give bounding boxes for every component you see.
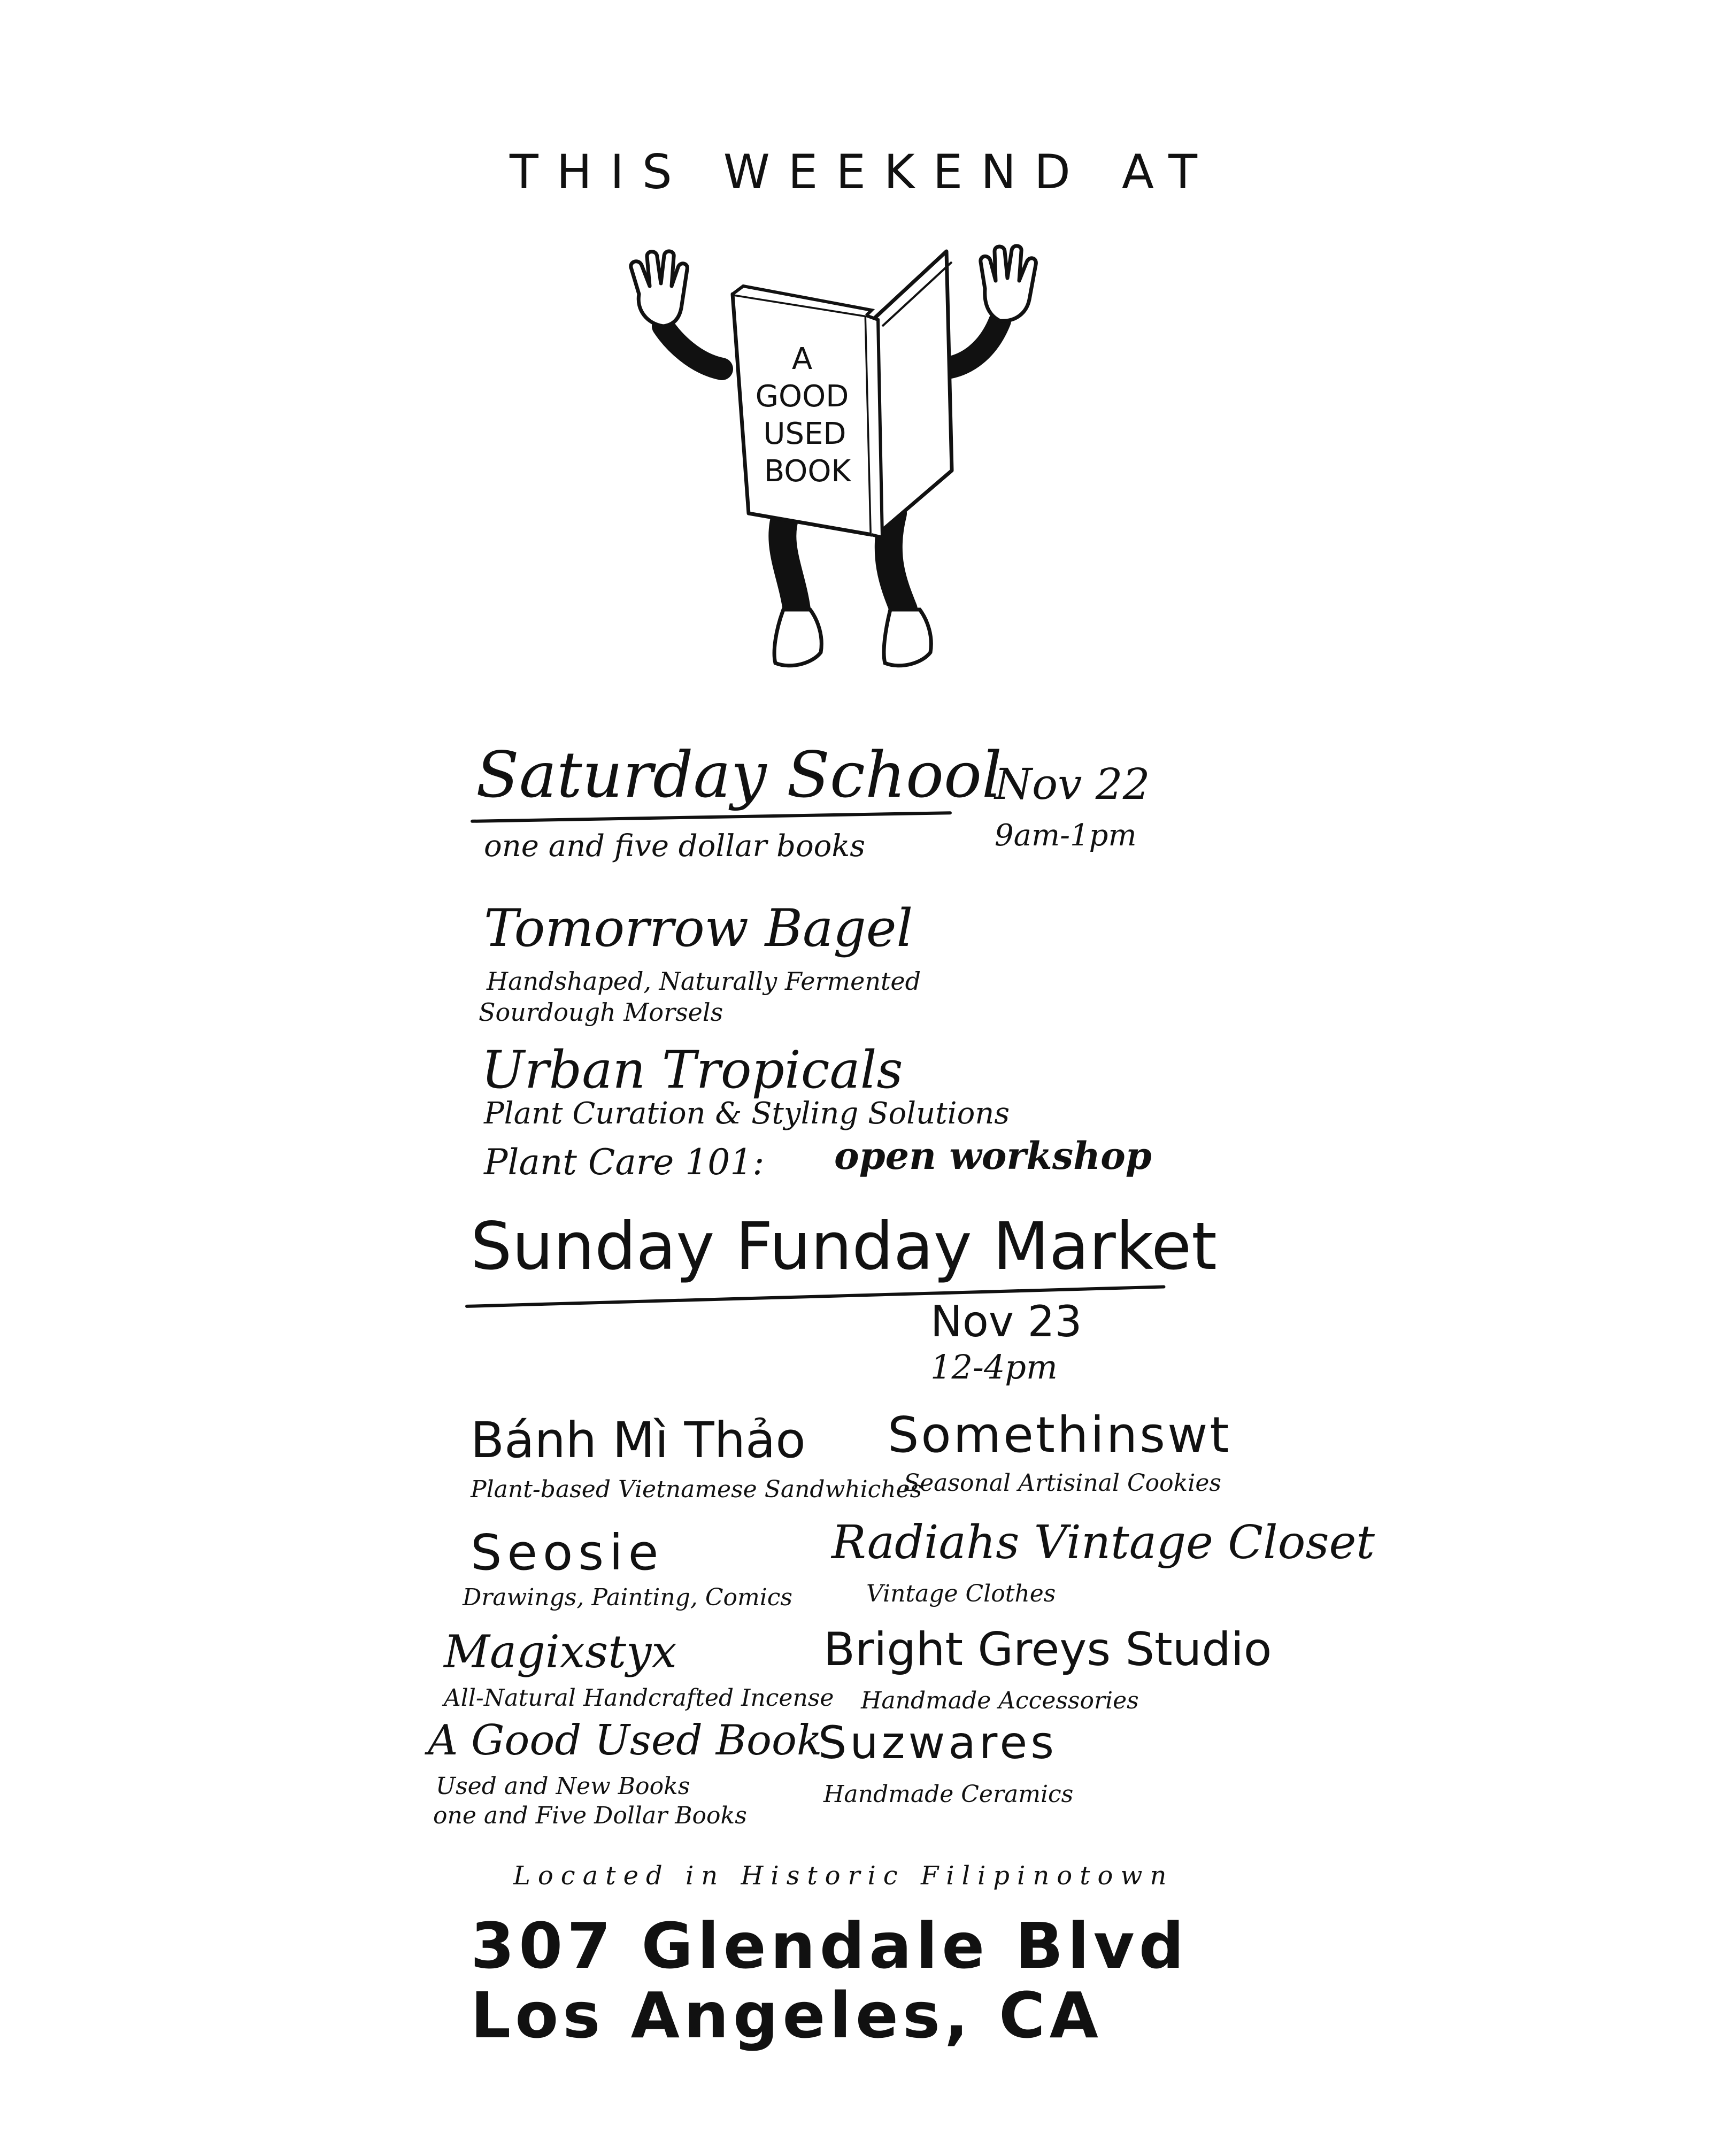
saturday-date: Nov 22 [995, 759, 1150, 809]
vendor-desc-tomorrow-bagel: Handshaped, Naturally Fermented [487, 967, 921, 996]
mascot-cover-line2: GOOD [755, 379, 849, 414]
mascot-cover-line1: A [791, 342, 813, 376]
vendor-name-bright-greys-studio: Bright Greys Studio [823, 1623, 1272, 1676]
saturday-time: 9am-1pm [995, 818, 1137, 853]
vendor-name-seosie: Seosie [471, 1524, 664, 1581]
mascot-cover-line4: BOOK [764, 454, 851, 489]
header-title: THIS WEEKEND AT [510, 144, 1215, 199]
vendor-name-radiahs-vintage-closet: Radiahs Vintage Closet [831, 1516, 1375, 1569]
saturday-subtitle: one and five dollar books [484, 829, 866, 864]
address-line2: Los Angeles, CA [471, 1978, 1103, 2052]
vendor-name-magixstyx: Magixstyx [444, 1626, 677, 1678]
vendor-name-somethinswt: Somethinswt [888, 1406, 1231, 1464]
vendor-desc2-a-good-used-book: one and Five Dollar Books [433, 1802, 747, 1829]
vendor-name-tomorrow-bagel: Tomorrow Bagel [484, 898, 913, 958]
vendor-desc-suzwares: Handmade Ceramics [823, 1781, 1074, 1808]
vendor-desc2-tomorrow-bagel: Sourdough Morsels [479, 998, 723, 1027]
vendor-desc-urban-tropicals: Plant Curation & Styling Solutions [484, 1096, 1010, 1131]
vendor-name-urban-tropicals: Urban Tropicals [481, 1040, 903, 1100]
mascot-cover-line3: USED [763, 417, 846, 451]
sunday-time: 12-4pm [930, 1348, 1058, 1387]
vendor-desc-banh-mi-thao: Plant-based Vietnamese Sandwhiches [471, 1476, 922, 1503]
vendor-desc-bright-greys-studio: Handmade Accessories [861, 1687, 1139, 1714]
vendor-desc-magixstyx: All-Natural Handcrafted Incense [444, 1684, 834, 1712]
saturday-underline [471, 811, 952, 823]
sunday-event-title: Sunday Funday Market [471, 1208, 1217, 1284]
vendor-desc-somethinswt: Seasonal Artisinal Cookies [904, 1469, 1221, 1497]
vendor-desc-seosie: Drawings, Painting, Comics [463, 1584, 793, 1611]
vendor-name-banh-mi-thao: Bánh Mì Thảo [471, 1412, 806, 1469]
vendor-name-a-good-used-book: A Good Used Book [428, 1716, 822, 1765]
saturday-event-title: Saturday School [476, 738, 1002, 812]
workshop-emphasis: open workshop [834, 1134, 1152, 1178]
location-note: Located in Historic Filipinotown [513, 1861, 1174, 1891]
vendor-desc-a-good-used-book: Used and New Books [436, 1773, 690, 1800]
book-mascot-illustration [615, 235, 1123, 706]
vendor-desc-radiahs-vintage-closet: Vintage Clothes [866, 1580, 1056, 1607]
workshop-label: Plant Care 101: [484, 1142, 765, 1183]
vendor-name-suzwares: Suzwares [818, 1716, 1057, 1769]
address-line1: 307 Glendale Blvd [471, 1909, 1189, 1983]
sunday-date: Nov 23 [930, 1297, 1082, 1346]
